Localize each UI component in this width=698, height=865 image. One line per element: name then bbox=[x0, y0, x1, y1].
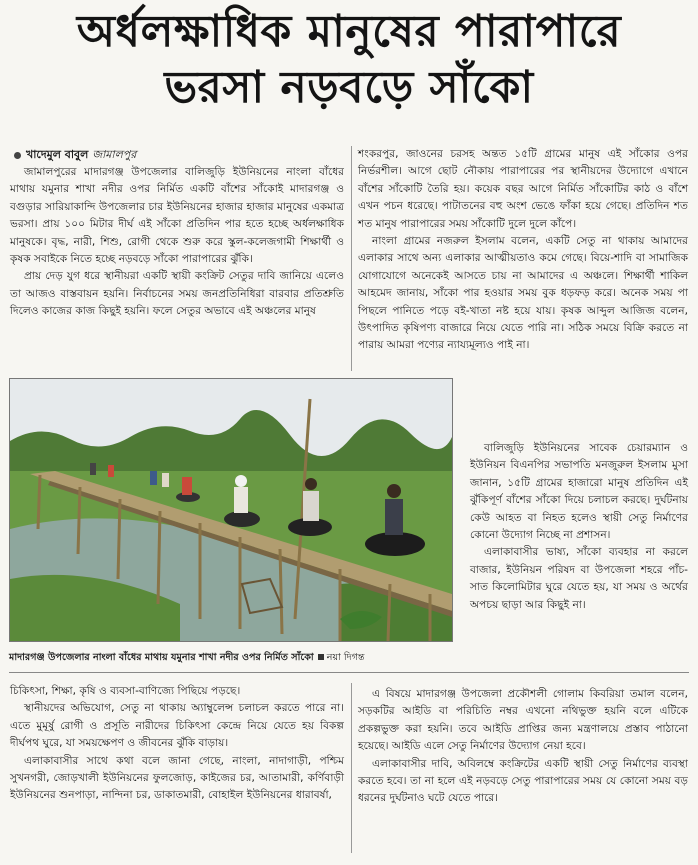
column-divider bbox=[351, 683, 352, 853]
paragraph: জামালপুরের মাদারগঞ্জ উপজেলার বালিজুড়ি ইউনিয়নের নাংলা বাঁধের মাথায় যমুনার শাখা নদীর ওপর নির্মিত একটি বাঁশের সাঁকোই মাদারগঞ্জ ও বগুড়ার সারিয়াকান্দি উপজেলার চার ইউনিয়নের হাজার হাজার মানুষের একমাত্র ভরসা। প্রায় ১০০ মিটার দীর্ঘ এই সাঁকো প্রতিদিন পার হতে হচ্ছে অর্ধলক্ষাধিক মানুষকে। বৃদ্ধ, নারী, শিশু, রোগী থেকে শুরু করে স্কুল-কলেজগামী শিক্ষার্থী ও কৃষক সবাইকে নিতে হচ্ছে নড়বড়ে সাঁকো পারাপারের ঝুঁকি। bbox=[10, 166, 344, 266]
headline-line-1: অর্ধলক্ষাধিক মানুষের পারাপারে bbox=[76, 6, 622, 57]
article-column-4 bbox=[10, 683, 344, 805]
article-column-1 bbox=[10, 164, 344, 321]
paragraph: এলাকাবাসীর দাবি, অবিলম্বে কংক্রিটের একটি স্থায়ী সেতু নির্মাণের ব্যবস্থা করতে হবে। তা না হলে এই নড়বড়ে সেতু পারাপারের সময় যে কোনো সময় বড় ধরনের দুর্ঘটনাও ঘটে যেতে পারে। bbox=[358, 757, 688, 805]
byline-author: খাদেমুল বাবুল bbox=[26, 148, 89, 161]
article-column-3 bbox=[470, 440, 688, 614]
headline bbox=[0, 4, 698, 116]
paragraph: বালিজুড়ি ইউনিয়নের সাবেক চেয়ারম্যান ও ইউনিয়ন বিএনপির সভাপতি মনজুরুল ইসলাম মুসা জানান, ১৫টি গ্রামের হাজারো মানুষ প্রতিদিন এই ঝুঁকিপূর্ণ বাঁশের সাঁকো দিয়ে চলাচল করছে। দুর্ঘটনায় কেউ আহত বা নিহত হলেও স্থায়ী সেতু নির্মাণের কোনো উদ্যোগ নিচ্ছে না প্রশাসন। bbox=[470, 442, 688, 542]
caption-rule bbox=[9, 672, 689, 673]
byline bbox=[14, 146, 136, 165]
paragraph: প্রায় দেড় যুগ ধরে স্থানীয়রা একটি স্থায়ী কংক্রিট সেতুর দাবি জানিয়ে এলেও তা আজও বাস্তবায়ন হয়নি। নির্বাচনের সময় জনপ্রতিনিধিরা বারবার প্রতিশ্রুতি দিলেও কাজের কাজ কিছুই হয়নি। ফলে সেতুর অভাবে এই অঞ্চলের মানুষ bbox=[10, 270, 344, 318]
bullet-icon bbox=[14, 152, 21, 159]
paragraph: এলাকাবাসীর ভাষ্য, সাঁকো ব্যবহার না করলে বাজার, ইউনিয়ন পরিষদ বা উপজেলা শহরে পাঁচ-সাত কিলোমিটার ঘুরে যেতে হয়, যা সময় ও অর্থের অপচয় ছাড়া আর কিছুই না। bbox=[470, 546, 688, 611]
caption-text: মাদারগঞ্জ উপজেলার নাংলা বাঁধের মাথায় যমুনার শাখা নদীর ওপর নির্মিত সাঁকো bbox=[9, 652, 314, 663]
column-divider bbox=[351, 146, 352, 371]
paragraph: এ বিষয়ে মাদারগঞ্জ উপজেলা প্রকৌশলী গোলাম কিবরিয়া তমাল বলেন, সড়কটির আইডি বা পরিচিতি নম্বর এখনো নথিভুক্ত হয়নি বলে এটিকে প্রকল্পভুক্ত করা হয়নি। তবে আইডি প্রাপ্তির জন্য মন্ত্রণালয়ে প্রস্তাব পাঠানো হয়েছে। আইডি এলে সেতু নির্মাণের উদ্যোগ নেয়া হবে। bbox=[358, 688, 688, 753]
paragraph: চিকিৎসা, শিক্ষা, কৃষি ও ব্যবসা-বাণিজ্যে পিছিয়ে পড়ছে। bbox=[10, 685, 241, 697]
paragraph: নাংলা গ্রামের নজরুল ইসলাম বলেন, একটি সেতু না থাকায় আমাদের এলাকার সাথে অন্য এলাকার আত্মীয়তাও কমে গেছে। বিয়ে-শাদি বা সামাজিক যোগাযোগে অনেকেই আসতে চায় না আমাদের এ অঞ্চলে। শিক্ষার্থী শাকিল আহমেদ জানায়, সাঁকো পার হওয়ার সময় বুক ধড়ফড় করে। অনেক সময় পা পিছলে পানিতে পড়ে বই-খাতা নষ্ট হয়ে যায়। কৃষক আব্দুল আজিজ বলেন, উৎপাদিত কৃষিপণ্য বাজারে নিয়ে যেতে পারি না। সঠিক সময়ে বিক্রি করতে না পারায় আমরা পণ্যের ন্যায্যমূল্যও পাই না। bbox=[358, 235, 688, 352]
paragraph: এলাকাবাসীর সাথে কথা বলে জানা গেছে, নাংলা, নাদাগাড়ী, পশ্চিম সুখনগরী, জোড়খালী ইউনিয়নের ফুলজোড়, কাইজের চর, আতামারী, কর্ণিবাড়ী ইউনিয়নের শুনপাড়া, নান্দিনা চর, ডাকাতমারী, বোহাইল ইউনিয়নের ধারাবর্ষা, bbox=[10, 754, 344, 802]
article-column-2 bbox=[358, 146, 688, 355]
photo-caption bbox=[9, 651, 469, 666]
headline-line-2: ভরসা নড়বড়ে সাঁকো bbox=[164, 62, 534, 113]
byline-location: জামালপুর bbox=[92, 148, 137, 161]
caption-source: নয়া দিগন্ত bbox=[326, 652, 365, 663]
paragraph: স্থানীয়দের অভিযোগ, সেতু না থাকায় অ্যাম্বুলেন্স চলাচল করতে পারে না। এতে মুমূর্ষু রোগী ও প্রসূতি নারীদের চিকিৎসা কেন্দ্রে নিয়ে যেতে হয় বিকল্প দীর্ঘপথ ঘুরে, যা সময়ক্ষেপণ ও জীবনের ঝুঁকি বাড়ায়। bbox=[10, 702, 344, 750]
square-bullet-icon bbox=[318, 654, 324, 660]
paragraph: শংকরপুর, জাওনের চরসহ অন্তত ১৫টি গ্রামের মানুষ এই সাঁকোর ওপর নির্ভরশীল। আগে ছোট নৌকায় পারাপারের পর স্থানীয়দের উদ্যোগে এখানে বাঁশের সাঁকোটি তৈরি হয়। কয়েক বছর আগে নির্মিত সাঁকোটির কাঠ ও বাঁশে এখন পচন ধরেছে। পাটাতনের বহু অংশ ভেঙে ফাঁকা হয়ে গেছে। প্রতিদিন শত শত মানুষ পারাপারের সময় সাঁকোটি দুলে দুলে কাঁপে। bbox=[358, 148, 688, 230]
bridge-photo bbox=[9, 378, 453, 642]
article-column-5 bbox=[358, 686, 688, 808]
